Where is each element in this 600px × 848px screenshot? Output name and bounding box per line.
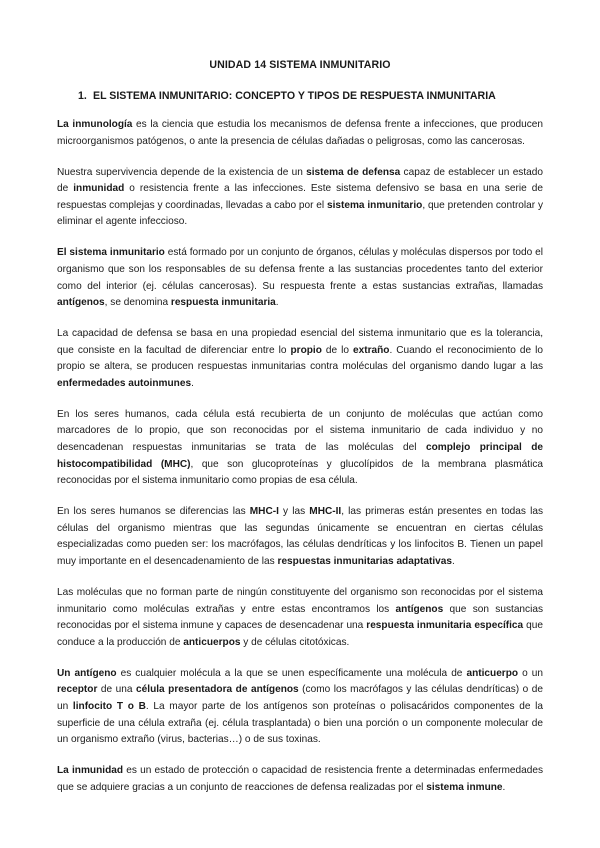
bold-term: anticuerpo (466, 667, 519, 679)
paragraph (57, 504, 543, 570)
bold-term: extraño (352, 344, 390, 356)
paragraph-text: , que son glucoproteínas y glucolípidos de la membrana plasmática reconocidas por el sistema inmunitario como propias de esa célula. (57, 458, 543, 487)
paragraph-text: de lo (321, 344, 353, 356)
bold-term: respuesta inmunitaria (170, 297, 276, 309)
paragraph-text: capaz de establecer un estado de (57, 166, 544, 195)
paragraph-text: . (191, 377, 194, 389)
paragraph-text: . La mayor parte de los antígenos son proteínas o polisacáridos componentes de la superficie de una célula extraña (ej. célula trasplantada) o bien una porción o un componente molecular de un organismo extraño (virus, bacterias…) o de sus toxinas. (57, 700, 543, 746)
paragraph (57, 117, 543, 150)
paragraph (57, 585, 543, 651)
paragraph-text: . (451, 556, 455, 568)
bold-term: antígenos (57, 297, 105, 309)
paragraph-text: o un (518, 667, 543, 679)
paragraph (57, 666, 543, 749)
paragraph-text: , se denomina (104, 297, 171, 309)
bold-term: inmunidad (73, 183, 125, 195)
bold-term: El sistema inmunitario (57, 247, 165, 259)
paragraph-text: , las primeras están presentes en todas las células del organismo mientras que las segundas únicamente se encuentran en ciertas células especializadas como pueden ser: los macrófagos, las células dendríticas y los linfocitos B. Tienen un papel muy importante en el desencadenamiento de las (57, 506, 543, 568)
paragraph-text: Las moléculas que no forman parte de ningún constituyente del organismo son reconocidas por el sistema inmunitario como moléculas extrañas y entre estas encontramos los (57, 587, 543, 615)
paragraph-text: La capacidad de defensa se basa en una propiedad esencial del sistema inmunitario que es la tolerancia, que consiste en la facultad de diferenciar entre lo (57, 328, 543, 356)
paragraph (57, 245, 543, 311)
paragraph-text: En los seres humanos, cada célula está recubierta de un conjunto de moléculas que actúan como marcadores de lo propio, que son reconocidas por el sistema inmunitario de cada individuo y no desencadenan respuestas inmunitarias se trata de las moléculas del (57, 408, 543, 454)
paragraph (57, 326, 543, 392)
document-body (57, 117, 543, 811)
paragraph-text: y de células citotóxicas. (240, 636, 350, 648)
paragraph-text: (como los macrófagos y las células dendríticas) o de un (57, 684, 543, 712)
bold-term: antígenos (395, 603, 444, 615)
bold-term: MHC-II (309, 506, 342, 518)
paragraph-text: y las (278, 506, 310, 518)
paragraph-text: es un estado de protección o capacidad de resistencia frente a determinadas enfermedades que se adquiere gracias a un conjunto de reacciones de defensa realizadas por el (57, 765, 544, 793)
bold-term: receptor (57, 684, 98, 696)
paragraph-text: es la ciencia que estudia los mecanismos de defensa frente a infecciones, que producen microorganismos patógenos, o ante la presencia de células dañadas o peligrosas, como las cancerosas. (57, 119, 543, 147)
paragraph-text: que son sustancias reconocidas por el sistema inmune y capaces de desencadenar una (57, 603, 543, 632)
bold-term: La inmunidad (57, 765, 124, 777)
paragraph-text: Nuestra supervivencia depende de la existencia de un (57, 166, 307, 178)
bold-term: Un antígeno (57, 667, 117, 679)
bold-term: célula presentadora de antígenos (136, 684, 299, 696)
bold-term: MHC-I (249, 506, 279, 518)
paragraph-text: , que pretenden controlar y eliminar el agente infeccioso. (57, 199, 543, 228)
bold-term: La inmunología (57, 119, 133, 130)
paragraph (57, 407, 543, 490)
bold-term: sistema de defensa (306, 166, 401, 178)
paragraph-text: o resistencia frente a las infecciones. Este sistema defensivo se basa en una serie de respuestas complejas y coordinadas, llevadas a cabo por el (57, 183, 543, 211)
bold-term: respuestas inmunitarias adaptativas (277, 556, 452, 568)
section-title: EL SISTEMA INMUNITARIO: CONCEPTO Y TIPOS DE RESPUESTA INMUNITARIA (93, 90, 496, 102)
paragraph-text: que conduce a la producción de (57, 620, 543, 648)
paragraph-text: es cualquier molécula a la que se unen específicamente una molécula de (116, 667, 467, 679)
bold-term: propio (290, 344, 322, 356)
paragraph (57, 165, 543, 231)
bold-term: enfermedades autoinmunes (57, 377, 192, 389)
paragraph-text: . Cuando el reconocimiento de lo propio se altera, se producen respuestas inmunitarias contra moléculas del organismo dando lugar a las (57, 344, 543, 373)
bold-term: sistema inmunitario (326, 199, 423, 211)
paragraph (57, 763, 543, 796)
bold-term: sistema inmune (426, 781, 503, 793)
bold-term: anticuerpos (183, 636, 241, 648)
document-title: UNIDAD 14 SISTEMA INMUNITARIO (209, 59, 391, 71)
paragraph-text: . (275, 297, 279, 309)
bold-term: complejo principal de histocompatibilidad (MHC) (57, 442, 543, 470)
bold-term: linfocito T o B (72, 700, 146, 712)
paragraph-text: . (502, 781, 506, 793)
paragraph-text: En los seres humanos se diferencias las (57, 506, 250, 518)
paragraph-text: de una (97, 684, 137, 696)
bold-term: respuesta inmunitaria específica (366, 620, 524, 632)
section-heading (78, 88, 538, 105)
section-number: 1. (78, 90, 87, 102)
paragraph-text: está formado por un conjunto de órganos, células y moléculas dispersos por todo el organismo que son los responsables de su defensa frente a las sustancias procedentes tanto del exterior como del interior (ej. células cancerosas). Su respuesta frente a estas sustancias extrañas, llamadas (57, 247, 543, 292)
